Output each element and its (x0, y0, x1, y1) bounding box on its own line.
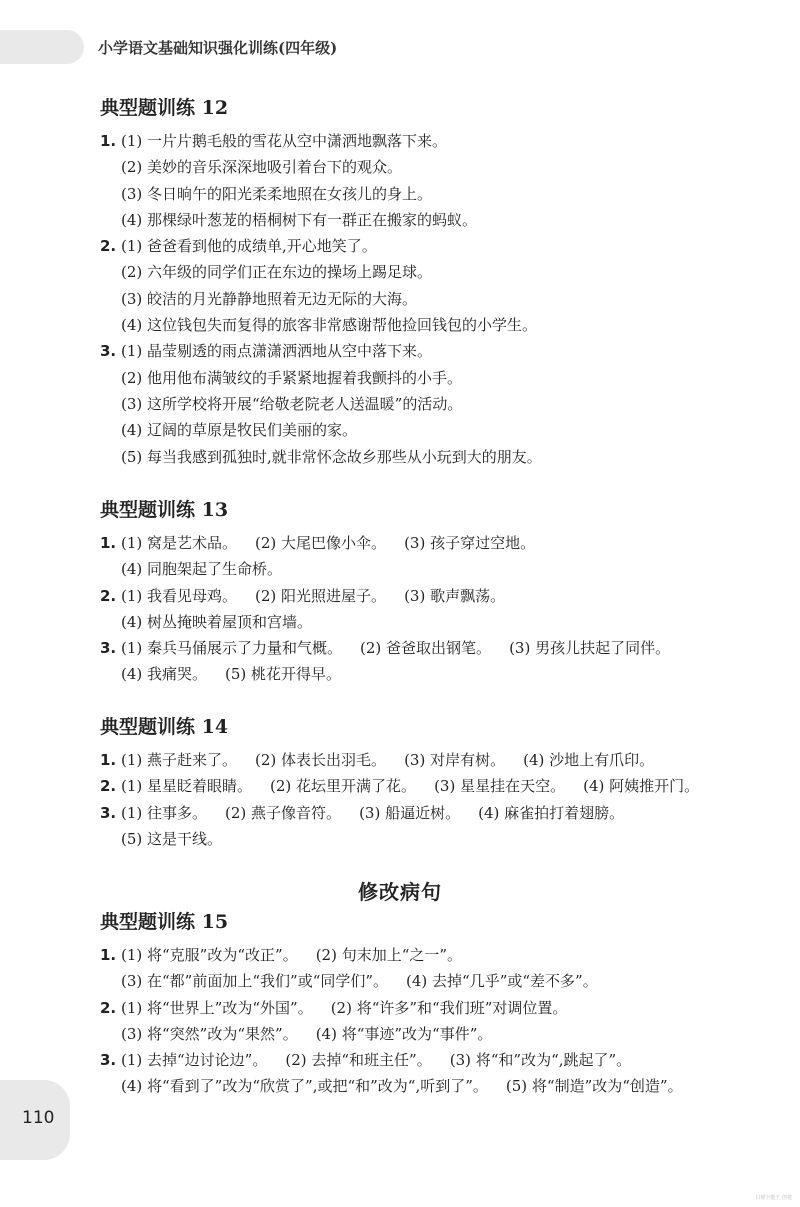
answer-line: 3. (1) 秦兵马俑展示了力量和气概。 (2) 爸爸取出钢笔。 (3) 男孩儿扶起了同伴。 (100, 639, 671, 658)
answer-line: (4) 将“看到了”改为“欣赏了”,或把“和”改为“,听到了”。 (5) 将“制造”改为“创造”。 (121, 1077, 683, 1096)
header-tab (0, 30, 84, 64)
answer-line: (4) 同胞架起了生命桥。 (121, 560, 283, 579)
answer-line: 2. (1) 星星眨着眼睛。 (2) 花坛里开满了花。 (3) 星星挂在天空。 (4) 阿姨推开门。 (100, 777, 700, 796)
answer-line: (4) 这位钱包失而复得的旅客非常感谢帮他捡回钱包的小学生。 (121, 316, 538, 335)
answer-line: (3) 冬日晌午的阳光柔柔地照在女孩儿的身上。 (121, 184, 433, 203)
section-13 (100, 496, 760, 688)
section-15 (100, 908, 760, 1100)
answer-line: (3) 这所学校将开展“给敬老院老人送温暖”的活动。 (121, 394, 463, 413)
section-title: 典型题训练 14 (100, 716, 229, 738)
answer-line: (4) 树丛掩映着屋顶和宫墙。 (121, 612, 313, 631)
answer-line: 3. (1) 去掉“边讨论边”。 (2) 去掉“和班主任”。 (3) 将“和”改为“,跳起了”。 (100, 1051, 632, 1070)
answer-line: (4) 我痛哭。 (5) 桃花开得早。 (121, 665, 342, 684)
answer-line: (2) 美妙的音乐深深地吸引着台下的观众。 (121, 158, 403, 177)
answer-line: (5) 这是干线。 (121, 829, 223, 848)
section-title: 典型题训练 13 (100, 499, 229, 521)
answer-line: 1. (1) 燕子赶来了。 (2) 体表长出羽毛。 (3) 对岸有树。 (4) 沙地上有爪印。 (100, 751, 655, 769)
answer-line: (2) 六年级的同学们正在东边的操场上踢足球。 (121, 263, 433, 282)
section-title: 典型题训练 15 (100, 911, 229, 933)
answer-line: 1. (1) 窝是艺术品。 (2) 大尾巴像小伞。 (3) 孩子穿过空地。 (100, 534, 536, 552)
answer-line: 2. (1) 爸爸看到他的成绩单,开心地笑了。 (100, 237, 377, 256)
answer-line: 2. (1) 我看见母鸡。 (2) 阳光照进屋子。 (3) 歌声飘荡。 (100, 586, 506, 605)
section-14 (100, 713, 760, 852)
answer-line: 2. (1) 将“世界上”改为“外国”。 (2) 将“许多”和“我们班”对调位置。 (100, 998, 568, 1017)
answer-line: 1. (1) 将“克服”改为“改正”。 (2) 句末加上“之一”。 (100, 946, 463, 964)
answer-line: (3) 将“突然”改为“果然”。 (4) 将“事迹”改为“事件”。 (121, 1024, 493, 1043)
page-number: 110 (22, 1108, 55, 1128)
answer-line: (4) 那棵绿叶葱茏的梧桐树下有一群正在搬家的蚂蚁。 (121, 210, 478, 229)
chapter-title: 修改病句 (358, 880, 442, 904)
book-title: 小学语文基础知识强化训练(四年级) (98, 39, 338, 57)
footer-note: 扫描全能王 创建 (755, 1195, 792, 1201)
answer-line: (3) 皎洁的月光静静地照着无边无际的大海。 (121, 289, 418, 308)
answer-line: (3) 在“都”前面加上“我们”或“同学们”。 (4) 去掉“几乎”或“差不多”。 (121, 972, 598, 991)
answer-line: (4) 辽阔的草原是牧民们美丽的家。 (121, 421, 358, 440)
answer-line: 3. (1) 往事多。 (2) 燕子像音符。 (3) 船逼近树。 (4) 麻雀拍打着翅膀。 (100, 803, 625, 822)
answer-line: 3. (1) 晶莹剔透的雨点潇潇洒洒地从空中落下来。 (100, 342, 433, 361)
answer-line: 1. (1) 一片片鹅毛般的雪花从空中潇洒地飘落下来。 (100, 132, 448, 150)
section-12 (100, 94, 760, 470)
section-title: 典型题训练 12 (100, 97, 229, 119)
answer-line: (5) 每当我感到孤独时,就非常怀念故乡那些从小玩到大的朋友。 (121, 447, 542, 466)
answer-line: (2) 他用他布满皱纹的手紧紧地握着我颤抖的小手。 (121, 368, 463, 387)
